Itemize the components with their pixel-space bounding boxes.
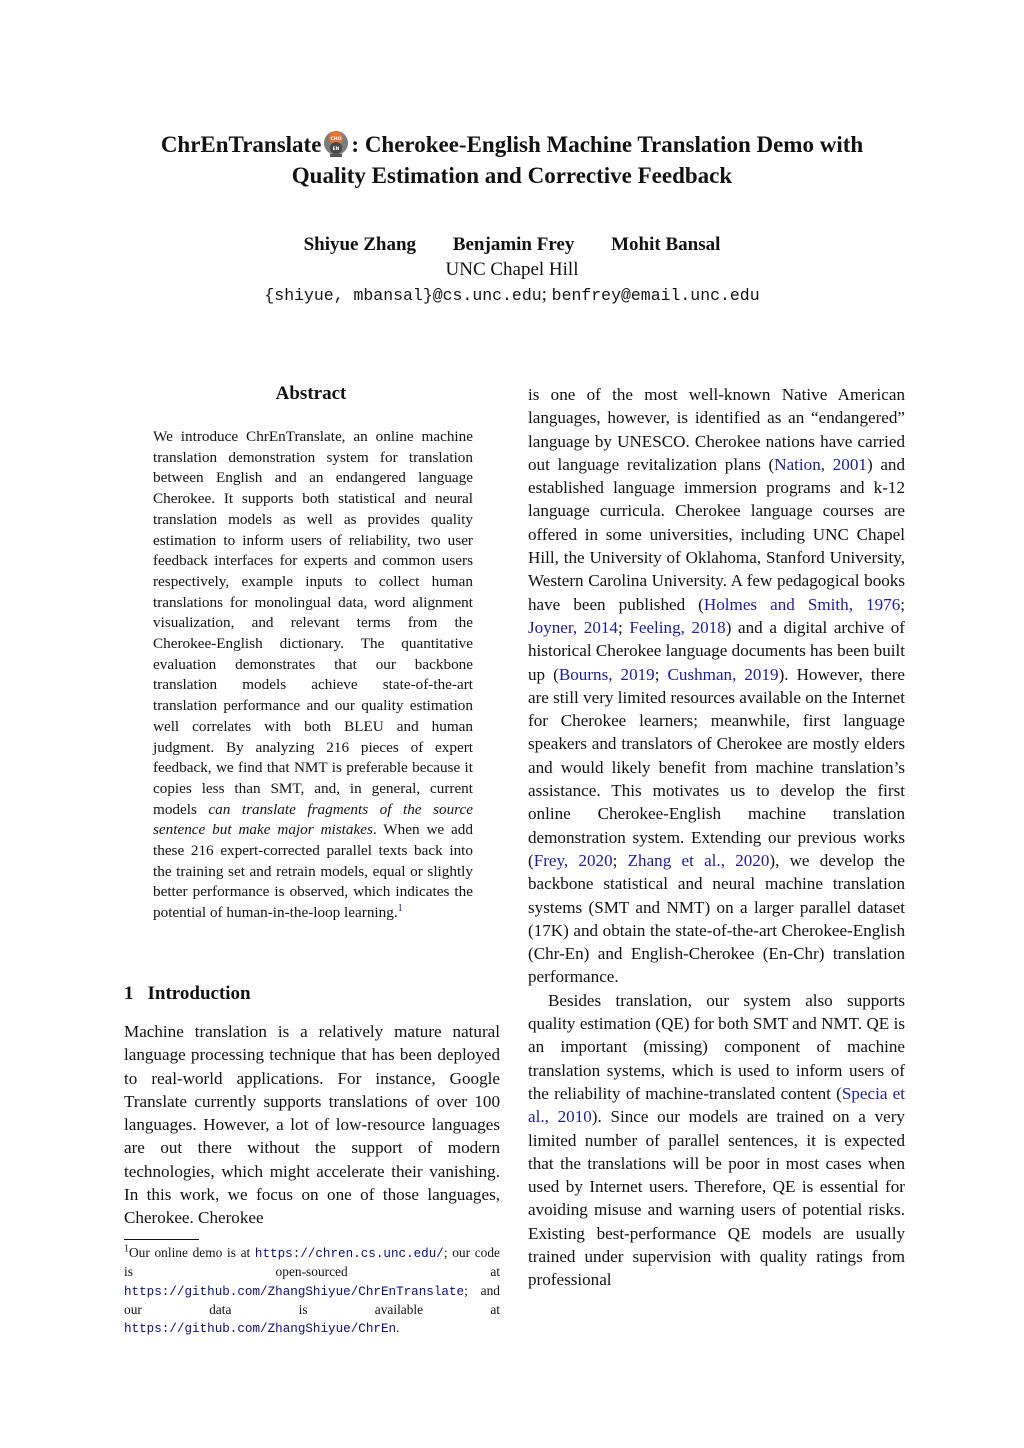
paragraph-text: ). Since our models are trained on a very limited number of parallel sentences, it is expected that the translations will be poor in most cases when used by Internet users. Therefore, QE is essential for avoiding misuse and warning users of potential risks. Existing best-performance QE models are usually trained under supervision with quality ratings from professional (528, 1107, 905, 1290)
citation-link[interactable]: Cushman, 2019 (667, 664, 779, 684)
title-part-1: ChrEnTranslate (160, 132, 322, 157)
citation-link[interactable]: Frey, 2020 (533, 850, 613, 870)
author-name: Mohit Bansal (611, 234, 721, 255)
paragraph-text: ) and established language immersion programs and k-12 language curricula. Cherokee language courses are offered in some universities, including UNC Chapel Hill, the University of Oklahoma, Stanford University, Western Carolina University. A few pedagogical books have been published ( (528, 454, 905, 614)
email-group-1: {shiyue, mbansal}@cs.unc.edu (264, 286, 542, 305)
abstract-text-1: We introduce ChrEnTranslate, an online machine translation demonstration system for translation between English and an endangered language Cherokee. It supports both statistical and neural translation models as well as provides quality estimation to inform users of reliability, two user feedback interfaces for experts and common users respectively, example inputs to collect human translations for monolingual data, word alignment visualization, and relevant terms from the Cherokee-English dictionary. The quantitative evaluation demonstrates that our backbone translation models achieve state-of-the-art translation performance and our quality estimation well correlates with both BLEU and human judgment. By analyzing 216 pieces of expert feedback, we find that NMT is preferable because it copies less than SMT, and, in general, current models (153, 428, 473, 818)
section-title: Introduction (147, 983, 251, 1004)
citation-link[interactable]: Specia et al., 2010 (528, 1083, 905, 1127)
citation-link[interactable]: Nation, 2001 (774, 454, 867, 474)
title-part-2: : Cherokee-English Machine Translation Demo with (351, 132, 864, 157)
citation-link[interactable]: Zhang et al., 2020 (627, 850, 770, 870)
paragraph (528, 989, 905, 1292)
introduction-left-column: Machine translation is a relatively mature natural language processing technique that has been deployed to real-world applications. For instance, Google Translate currently supports translations of over 100 languages. However, a lot of low-resource languages are out there without the support of modern technologies, which might accelerate their vanishing. In this work, we focus on one of those languages, Cherokee. Cherokee (124, 1022, 500, 1228)
author-name: Benjamin Frey (452, 234, 575, 255)
citation-separator: ; (617, 617, 630, 637)
introduction-right-column (528, 383, 905, 1292)
chr-en-logo-icon (322, 130, 350, 158)
citation-link[interactable]: Feeling, 2018 (629, 617, 726, 637)
footnote (124, 1244, 500, 1338)
paragraph-text: ), we develop the backbone statistical and neural machine translation systems (SMT and NMT) on a larger parallel dataset (17K) and obtain the state-of-the-art Cherokee-English (Chr-En) and English-Cherokee (En-Chr) translation performance. (528, 850, 905, 987)
affiliation: UNC Chapel Hill (445, 259, 579, 280)
footnote-mark: 1 (124, 1243, 129, 1255)
abstract-body (153, 427, 473, 924)
emails (100, 282, 924, 308)
title-line-1 (100, 129, 924, 160)
footnote-text: . (396, 1320, 400, 1336)
abstract-text-2: . When we add these 216 expert-corrected parallel texts back into the training set and retrain models, equal or slightly better performance is observed, which indicates the potential of human-in-the-loop learning. (153, 821, 473, 922)
author-names (100, 232, 924, 257)
citation-separator: ; (612, 850, 628, 870)
email-group-2: benfrey@email.unc.edu (551, 286, 760, 305)
footnote-marker[interactable]: 1 (397, 903, 403, 915)
footnote-text: ; and our data is available at (124, 1282, 500, 1317)
paragraph (528, 383, 905, 989)
paragraph-text: ). However, there are still very limited resources available on the Internet for Cherokee learners; meanwhile, first language speakers and translators of Cherokee are mostly elders and would likely benefit from machine translation’s assistance. This motivates us to develop the first online Cherokee-English machine translation demonstration system. Extending our previous works ( (528, 664, 906, 870)
citation-separator: ; (654, 664, 668, 684)
demo-url-link[interactable]: https://chren.cs.unc.edu/ (254, 1247, 444, 1261)
title-line-2: Quality Estimation and Corrective Feedback (291, 163, 733, 188)
citation-separator: ; (900, 594, 905, 614)
paragraph-text: is one of the most well-known Native American languages, however, is identified as an “endangered” language by UNESCO. Cherokee nations have carried out language revitalization plans ( (528, 385, 905, 474)
abstract-heading: Abstract (275, 383, 347, 404)
citation-link[interactable]: Bourns, 2019 (558, 664, 655, 684)
data-url-link[interactable]: https://github.com/ZhangShiyue/ChrEn (124, 1322, 397, 1337)
paper-title (100, 129, 924, 191)
logo-bottom-text: EN (332, 147, 340, 152)
email-separator: ; (541, 284, 547, 305)
section-number: 1 (124, 983, 134, 1004)
section-heading-introduction (124, 983, 251, 1005)
author-block (100, 232, 924, 308)
citation-link[interactable]: Joyner, 2014 (528, 617, 618, 637)
code-url-link[interactable]: https://github.com/ZhangShiyue/ChrEnTranslate (124, 1284, 465, 1299)
paragraph-text: Besides translation, our system also supports quality estimation (QE) for both SMT and NMT. QE is an important (missing) component of machine translation systems, which is used to inform users of the reliability of machine-translated content ( (528, 990, 905, 1103)
author-name: Shiyue Zhang (303, 234, 417, 255)
footnote-rule (124, 1239, 199, 1240)
abstract-emphasis: can translate fragments of the source sentence but make major mistakes (153, 800, 473, 839)
footnote-text: Our online demo is at (129, 1245, 255, 1260)
paragraph-text: ) and a digital archive of historical Cherokee language documents has been built up ( (528, 617, 905, 684)
citation-link[interactable]: Holmes and Smith, 1976 (703, 594, 901, 614)
footnote-text: ; our code is open-sourced at (124, 1245, 500, 1280)
logo-top-text: CHO (330, 137, 342, 142)
